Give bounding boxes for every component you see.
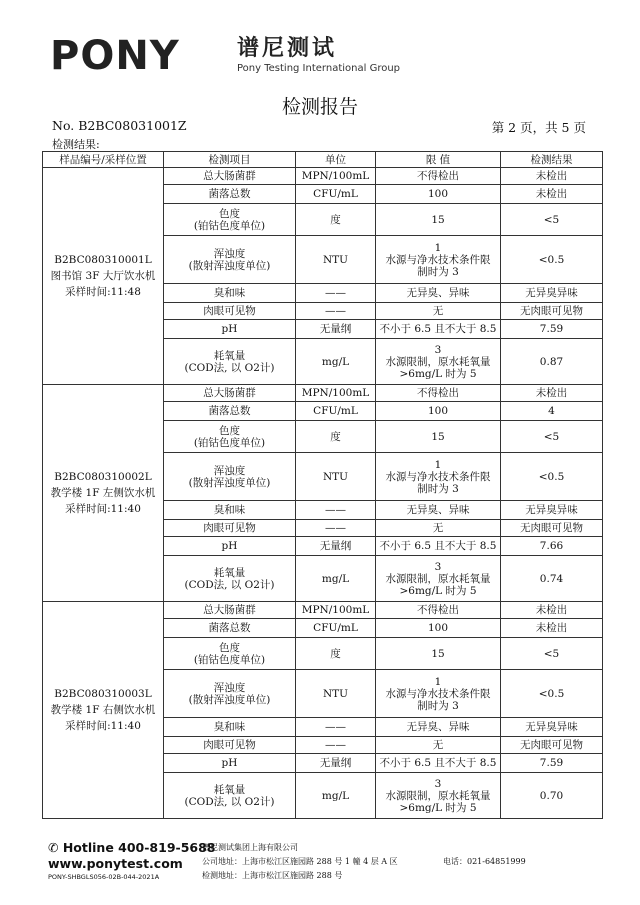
unit-cell: CFU/mL [296, 185, 376, 204]
limit-cell-line: 100 [427, 188, 449, 200]
footer-company: 谱尼测试集团上海有限公司 [202, 843, 298, 852]
unit-cell: MPN/100mL [296, 602, 376, 619]
logo-text-block [237, 36, 400, 76]
result-cell: 0.87 [501, 339, 603, 385]
test-item-cell-line: 臭和味 [213, 504, 246, 516]
result-cell: 未检出 [501, 185, 603, 204]
limit-cell-line: 无异臭、异味 [406, 287, 470, 299]
limit-cell [376, 737, 501, 754]
limit-cell-line: 无 [432, 305, 444, 317]
test-item-cell [164, 168, 296, 185]
unit-cell: —— [296, 303, 376, 320]
limit-cell [376, 385, 501, 402]
limit-cell-line: 无异臭、异味 [406, 721, 470, 733]
test-item-cell-line: (铂钴色度单位) [193, 219, 266, 232]
result-cell: 无肉眼可见物 [501, 520, 603, 537]
limit-cell-line: 1 [434, 241, 442, 254]
result-cell: 无肉眼可见物 [501, 737, 603, 754]
test-item-cell-line: (铂钴色度单位) [193, 653, 266, 666]
unit-cell: 无量纲 [296, 320, 376, 339]
test-item-cell [164, 754, 296, 773]
test-item-cell-line: (散射浑浊度单位) [188, 259, 271, 272]
limit-cell-line: 制时为 3 [417, 699, 459, 712]
unit-cell: NTU [296, 453, 376, 501]
company-name-en: Pony Testing International Group [237, 63, 401, 74]
test-item-cell-line: 耗氧量 [213, 783, 246, 796]
limit-cell-line: 不得检出 [417, 387, 459, 399]
limit-cell-line: 水源与净水技术条件限 [385, 253, 491, 266]
sample-id-line: 教学楼 1F 左侧饮水机 [50, 487, 156, 499]
test-item-cell-line: (COD法, 以 O2计) [184, 578, 275, 591]
limit-cell [376, 168, 501, 185]
limit-cell-line: >6mg/L 时为 5 [399, 801, 477, 814]
result-cell: <5 [501, 421, 603, 453]
limit-cell [376, 421, 501, 453]
result-cell: 7.66 [501, 537, 603, 556]
test-item-cell [164, 339, 296, 385]
result-cell: 0.70 [501, 773, 603, 819]
table-row [43, 602, 603, 619]
test-item-cell-line: 肉眼可见物 [203, 739, 256, 751]
result-cell: <0.5 [501, 453, 603, 501]
unit-cell: 无量纲 [296, 537, 376, 556]
limit-cell-line: 3 [434, 343, 442, 356]
result-cell: 未检出 [501, 602, 603, 619]
limit-cell [376, 501, 501, 520]
test-item-cell-line: 色度 [219, 424, 240, 437]
unit-cell: —— [296, 501, 376, 520]
unit-cell: —— [296, 520, 376, 537]
sample-id-line: 图书馆 3F 大厅饮水机 [50, 270, 156, 282]
sample-id-line: 采样时间:11:40 [65, 720, 141, 732]
test-item-cell-line: 臭和味 [213, 287, 246, 299]
limit-cell-line: >6mg/L 时为 5 [399, 584, 477, 597]
unit-cell: CFU/mL [296, 619, 376, 638]
result-cell: 无异臭异味 [501, 284, 603, 303]
unit-cell: MPN/100mL [296, 385, 376, 402]
test-item-cell [164, 320, 296, 339]
header-unit: 单位 [296, 152, 376, 168]
limit-cell [376, 520, 501, 537]
limit-cell-line: 制时为 3 [417, 482, 459, 495]
result-cell: 无异臭异味 [501, 718, 603, 737]
limit-cell-line: 水源限制，原水耗氧量 [385, 789, 491, 802]
lab-address: 检测地址：上海市松江区施园路 288 号 [202, 871, 343, 880]
test-item-cell [164, 284, 296, 303]
limit-cell-line: 水源限制，原水耗氧量 [385, 355, 491, 368]
limit-cell [376, 670, 501, 718]
test-item-cell [164, 670, 296, 718]
limit-cell-line: 不得检出 [417, 170, 459, 182]
document-code: PONY-SHBGLS056-02B-044-2021A [48, 873, 160, 881]
test-item-cell [164, 185, 296, 204]
limit-cell-line: 水源与净水技术条件限 [385, 470, 491, 483]
test-item-cell-line: 菌落总数 [208, 405, 251, 417]
unit-cell: mg/L [296, 556, 376, 602]
sample-id-line: B2BC080310002L [54, 471, 152, 483]
report-title: 检测报告 [281, 96, 358, 118]
result-cell: 未检出 [501, 385, 603, 402]
pony-logo: PONY [50, 33, 180, 79]
test-item-cell [164, 303, 296, 320]
limit-cell [376, 320, 501, 339]
sample-id-cell [43, 168, 164, 385]
sample-id-line: 教学楼 1F 右侧饮水机 [50, 704, 156, 716]
test-item-cell [164, 773, 296, 819]
limit-cell [376, 754, 501, 773]
test-item-cell-line: pH [221, 757, 238, 769]
sample-id-line: B2BC080310003L [54, 688, 152, 700]
test-item-cell-line: pH [221, 540, 238, 552]
limit-cell-line: 15 [431, 430, 445, 443]
test-item-cell-line: 菌落总数 [208, 188, 251, 200]
limit-cell [376, 773, 501, 819]
limit-cell [376, 537, 501, 556]
test-item-cell [164, 501, 296, 520]
test-item-cell-line: 总大肠菌群 [203, 170, 256, 182]
hotline [48, 840, 216, 855]
limit-cell-line: 1 [434, 675, 442, 688]
test-item-cell [164, 236, 296, 284]
limit-cell [376, 718, 501, 737]
test-item-cell-line: pH [221, 323, 238, 335]
header-limit: 限 值 [376, 152, 501, 168]
test-item-cell [164, 421, 296, 453]
result-cell: <5 [501, 638, 603, 670]
limit-cell [376, 236, 501, 284]
report-number: No. B2BC08031001Z [52, 118, 187, 133]
limit-cell-line: 15 [431, 213, 445, 226]
unit-cell: mg/L [296, 773, 376, 819]
limit-cell-line: 无 [432, 522, 444, 534]
results-label: 检测结果: [52, 138, 100, 151]
test-item-cell-line: 肉眼可见物 [203, 522, 256, 534]
footer-phone: 电话：021-64851999 [443, 857, 526, 866]
test-item-cell [164, 385, 296, 402]
test-item-cell [164, 737, 296, 754]
limit-cell-line: 1 [434, 458, 442, 471]
test-item-cell-line: (COD法, 以 O2计) [184, 361, 275, 374]
limit-cell [376, 204, 501, 236]
results-table [42, 151, 603, 819]
test-item-cell-line: 浑浊度 [213, 247, 246, 260]
limit-cell-line: 水源与净水技术条件限 [385, 687, 491, 700]
limit-cell-line: 100 [427, 405, 449, 417]
test-item-cell-line: (铂钴色度单位) [193, 436, 266, 449]
sample-id-cell [43, 602, 164, 819]
test-item-cell-line: 色度 [219, 641, 240, 654]
header-sample: 样品编号/采样位置 [43, 152, 164, 168]
limit-cell [376, 402, 501, 421]
limit-cell [376, 185, 501, 204]
test-item-cell-line: 总大肠菌群 [203, 387, 256, 399]
test-item-cell [164, 718, 296, 737]
test-item-cell [164, 453, 296, 501]
sample-id-line: 采样时间:11:40 [65, 503, 141, 515]
result-cell: <0.5 [501, 670, 603, 718]
limit-cell [376, 453, 501, 501]
unit-cell: mg/L [296, 339, 376, 385]
test-item-cell-line: 总大肠菌群 [203, 604, 256, 616]
page-indicator: 第 2 页，共 5 页 [491, 120, 586, 135]
result-cell: 无异臭异味 [501, 501, 603, 520]
limit-cell [376, 303, 501, 320]
unit-cell: 度 [296, 421, 376, 453]
limit-cell-line: 无异臭、异味 [406, 504, 470, 516]
limit-cell-line: 不小于 6.5 且不大于 8.5 [379, 323, 497, 335]
company-address: 公司地址：上海市松江区施园路 288 号 1 幢 4 层 A 区 [202, 857, 398, 866]
header-result: 检测结果 [501, 152, 603, 168]
test-item-cell-line: 耗氧量 [213, 566, 246, 579]
test-item-cell-line: 浑浊度 [213, 681, 246, 694]
limit-cell-line: 3 [434, 777, 442, 790]
phone-icon: ✆ [48, 840, 63, 855]
unit-cell: CFU/mL [296, 402, 376, 421]
sample-id-cell [43, 385, 164, 602]
result-cell: 4 [501, 402, 603, 421]
test-item-cell-line: (COD法, 以 O2计) [184, 795, 275, 808]
limit-cell [376, 339, 501, 385]
unit-cell: —— [296, 284, 376, 303]
limit-cell [376, 619, 501, 638]
test-item-cell [164, 537, 296, 556]
test-item-cell-line: 菌落总数 [208, 622, 251, 634]
website: www.ponytest.com [48, 856, 183, 871]
unit-cell: NTU [296, 670, 376, 718]
limit-cell-line: 不小于 6.5 且不大于 8.5 [379, 540, 497, 552]
unit-cell: —— [296, 737, 376, 754]
table-body [43, 168, 603, 819]
company-name-cn: 谱尼测试 [237, 36, 338, 61]
table-header-row [43, 152, 603, 168]
test-item-cell-line: 浑浊度 [213, 464, 246, 477]
test-item-cell [164, 204, 296, 236]
table-row [43, 168, 603, 185]
header-item: 检测项目 [164, 152, 296, 168]
test-item-cell [164, 619, 296, 638]
result-cell: 7.59 [501, 754, 603, 773]
result-cell: 未检出 [501, 619, 603, 638]
result-cell: <5 [501, 204, 603, 236]
limit-cell-line: 无 [432, 739, 444, 751]
limit-cell-line: 不小于 6.5 且不大于 8.5 [379, 757, 497, 769]
unit-cell: 度 [296, 204, 376, 236]
result-cell: 未检出 [501, 168, 603, 185]
limit-cell-line: 3 [434, 560, 442, 573]
result-cell: 无肉眼可见物 [501, 303, 603, 320]
result-cell: 0.74 [501, 556, 603, 602]
test-item-cell-line: 耗氧量 [213, 349, 246, 362]
test-item-cell [164, 402, 296, 421]
limit-cell-line: >6mg/L 时为 5 [399, 367, 477, 380]
test-item-cell [164, 638, 296, 670]
test-item-cell-line: (散射浑浊度单位) [188, 693, 271, 706]
test-item-cell [164, 602, 296, 619]
limit-cell [376, 556, 501, 602]
limit-cell-line: 制时为 3 [417, 265, 459, 278]
unit-cell: 无量纲 [296, 754, 376, 773]
test-item-cell-line: 臭和味 [213, 721, 246, 733]
unit-cell: MPN/100mL [296, 168, 376, 185]
test-item-cell-line: 色度 [219, 207, 240, 220]
limit-cell-line: 水源限制，原水耗氧量 [385, 572, 491, 585]
test-item-cell [164, 556, 296, 602]
unit-cell: —— [296, 718, 376, 737]
hotline-text: Hotline 400-819-5688 [62, 840, 216, 855]
limit-cell-line: 100 [427, 622, 449, 634]
result-cell: <0.5 [501, 236, 603, 284]
limit-cell-line: 不得检出 [417, 604, 459, 616]
unit-cell: NTU [296, 236, 376, 284]
limit-cell [376, 284, 501, 303]
test-item-cell [164, 520, 296, 537]
table-row [43, 385, 603, 402]
limit-cell [376, 638, 501, 670]
sample-id-line: B2BC080310001L [54, 254, 152, 266]
test-item-cell-line: 肉眼可见物 [203, 305, 256, 317]
sample-id-line: 采样时间:11:48 [65, 286, 141, 298]
result-cell: 7.59 [501, 320, 603, 339]
test-item-cell-line: (散射浑浊度单位) [188, 476, 271, 489]
limit-cell-line: 15 [431, 647, 445, 660]
unit-cell: 度 [296, 638, 376, 670]
limit-cell [376, 602, 501, 619]
